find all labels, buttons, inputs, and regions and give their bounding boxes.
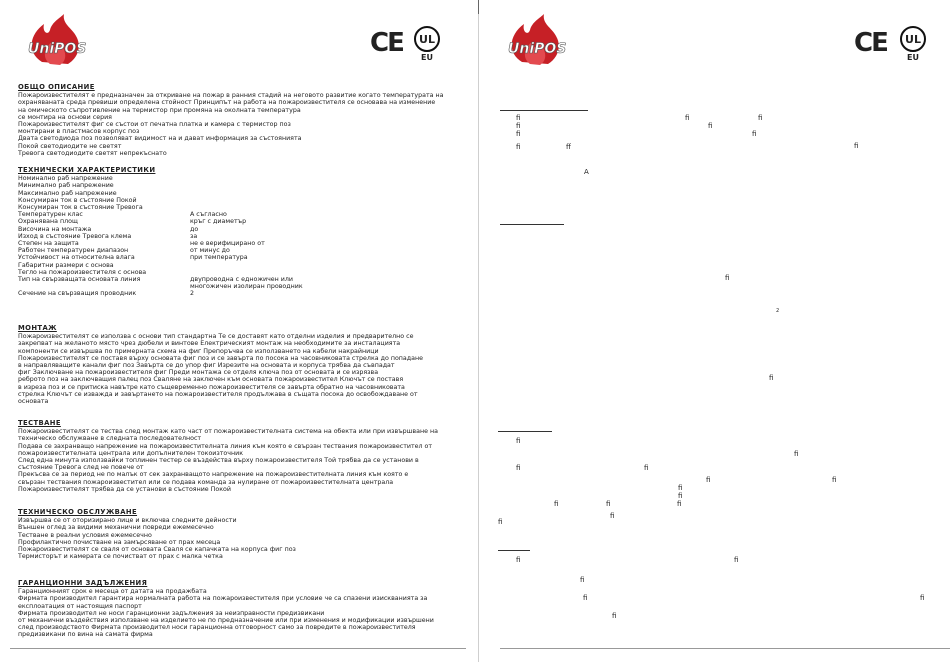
spec-value — [190, 262, 458, 269]
mounting-line: Пожароизвестителят се използва с основи тип стандартна Те се доставят като отделни изделия и предварително се — [18, 333, 414, 341]
maintenance-line: Извършва се от оторизирано лице и включва следните дейности — [18, 517, 237, 525]
spec-value: многожичен изолиран проводник — [190, 283, 303, 291]
spec-value — [190, 182, 458, 189]
mounting-line: основата — [18, 398, 49, 406]
maintenance-line: Тестване в реални условия ежемесечно — [18, 531, 152, 539]
ligature-fragment: fi — [516, 143, 521, 151]
spec-label: Номинално раб напрежение — [18, 175, 113, 183]
warranty-line: след производството Фирмата производител носи гаранционна отговорност само за повредите в пожароизвестителя — [18, 624, 416, 632]
spec-row — [18, 290, 458, 297]
ligature-fragment: fi — [554, 500, 559, 508]
spec-label: Габаритни размери с основа — [18, 261, 114, 269]
spec-value: двупроводна с едножичен или — [190, 276, 294, 284]
section-rule-4 — [498, 550, 530, 551]
general-description-line: Пожароизвестителят е предназначен за откриване на пожар в ранния стадий на неговото развитие когато температурата на — [18, 92, 444, 100]
ligature-fragment: fi — [794, 450, 799, 458]
technical-specs-section — [18, 167, 458, 298]
testing-line: свързан тествания пожароизвестител или се подава команда за нулиране от пожароизвестителната централа — [18, 478, 394, 486]
spec-row — [18, 254, 458, 261]
spec-label: Сечение на свързващия проводник — [18, 290, 137, 298]
mounting-line: в изреза поз и се притиска навътре като същевременно пожароизвестителя се завърта обратно на часовниковата — [18, 383, 405, 391]
spec-row — [18, 283, 458, 290]
ligature-fragment: fi — [708, 122, 713, 130]
spec-label: Тегло на пожароизвестителя с основа — [18, 268, 147, 276]
ligature-fragment: fi — [516, 122, 521, 130]
spec-value: не е верифицирано от — [190, 240, 265, 248]
mounting-title: МОНТАЖ — [18, 324, 57, 332]
spec-label: Минимално раб напрежение — [18, 182, 114, 190]
general-description-line: монтирани в пластмасов корпус поз — [18, 128, 140, 136]
ligature-fragment: fi — [516, 114, 521, 122]
general-description-section — [18, 84, 458, 157]
maintenance-line: Термисторът и камерата се почистват от прах с малка четка — [18, 553, 223, 561]
spec-label: Температурен клас — [18, 211, 83, 219]
ligature-fragment: fi — [580, 576, 585, 584]
fold-mark — [478, 0, 479, 14]
testing-line: Подава се захранващо напрежение на пожароизвестителната линия към която е свързан тествания пожароизвестител от — [18, 442, 433, 450]
spec-label: Височина на монтажа — [18, 225, 92, 233]
eu-label: EU — [421, 53, 433, 62]
ligature-fragment: ff — [566, 143, 571, 151]
mounting-line: стрелка Ключът се изважда и завъртането на пожароизвестителя продължава в същата посока до освобождаване от — [18, 390, 418, 398]
spec-value — [190, 175, 458, 182]
ligature-fragment: fi — [498, 518, 503, 526]
warranty-title: ГАРАНЦИОННИ ЗАДЪЛЖЕНИЯ — [18, 579, 148, 587]
section-rule-2 — [500, 224, 564, 225]
spec-row — [18, 226, 458, 233]
ligature-fragment: fi — [854, 142, 859, 150]
spec-value — [190, 190, 458, 197]
ligature-fragment: fi — [752, 130, 757, 138]
general-description-title: ОБЩО ОПИСАНИЕ — [18, 83, 95, 91]
testing-line: състояние Тревога след не повече от — [18, 464, 144, 472]
maintenance-line: Профилактично почистване на замърсяване от прах месеца — [18, 538, 221, 546]
footer-rule — [10, 648, 466, 649]
warranty-line: Фирмата производител гарантира нормалната работа на пожароизвестителя при условие че са спазени изискванията за — [18, 595, 428, 603]
general-description-line: охраняваната среда превиши определена стойност Принципът на работа на пожароизвестителя се основава на изменение — [18, 99, 436, 107]
ligature-fragment: fi — [644, 464, 649, 472]
warranty-line: от механични въздействия използване на изделието не по предназначение или при изменения и модификации извършени — [18, 617, 434, 625]
maintenance-line: Пожароизвестителят се сваля от основата Сваля се капачката на корпуса фиг поз — [18, 546, 296, 554]
testing-line: пожароизвестителната централа или допълнителен токоизточник — [18, 449, 244, 457]
spec-label: Изход в състояние Тревога клема — [18, 232, 132, 240]
spec-value — [190, 197, 458, 204]
spec-value: кръг с диаметър — [190, 218, 247, 226]
warranty-line: Фирмата производител не носи гаранционни задължения за неизправности предизвикани — [18, 609, 325, 617]
ligature-fragment: 2 — [776, 308, 780, 314]
warranty-line: предизвикани по вина на самата фирма — [18, 631, 153, 639]
general-description-line: се монтира на основи серия — [18, 113, 112, 121]
ligature-fragment: fi — [516, 437, 521, 445]
ligature-fragment: fi — [612, 612, 617, 620]
spec-label: Работен температурен диапазон — [18, 247, 129, 255]
page-divider — [478, 0, 479, 662]
warranty-line: Гаранционният срок е месеца от датата на продажбата — [18, 588, 207, 596]
eu-label: EU — [907, 53, 919, 62]
ligature-fragment: fi — [583, 594, 588, 602]
general-description-line: Покой светодиодите не светят — [18, 142, 122, 150]
brand-name: UniPOS — [28, 41, 87, 57]
general-description-line: на омическото съпротивление на термистор при промяна на околната температура — [18, 106, 301, 114]
spec-row — [18, 182, 458, 189]
spec-label: Тип на свързващата основата линия — [18, 276, 141, 284]
general-description-line: Пожароизвестителят фиг се състои от печатна платка и камера с термистор поз — [18, 121, 291, 129]
ul-mark: UL — [414, 26, 440, 52]
spec-value: за — [190, 232, 198, 240]
spec-label: Устойчивост на относителна влага — [18, 254, 135, 262]
spec-label: Максимално раб напрежение — [18, 189, 117, 197]
spec-value: 2 — [190, 290, 195, 298]
ligature-fragment: fi — [758, 114, 763, 122]
ligature-fragment: fi — [677, 500, 682, 508]
spec-value: от минус до — [190, 247, 230, 255]
unipos-logo — [20, 12, 90, 72]
spec-label: Консумиран ток в състояние Тревога — [18, 204, 143, 212]
spec-row — [18, 233, 458, 240]
spec-value: до — [190, 225, 199, 233]
spec-row — [18, 211, 458, 218]
testing-line: техническо обслужване в следната последователност — [18, 435, 202, 443]
ligature-fragment: fi — [678, 484, 683, 492]
spec-row — [18, 269, 458, 276]
maintenance-section — [18, 509, 458, 560]
mounting-line: компоненти се извършва по примерната схема на фиг Препоръчва се използването на кабели накрайници — [18, 347, 379, 355]
ligature-fragment: fi — [678, 492, 683, 500]
maintenance-line: Външен оглед за видими механични повреди ежемесечно — [18, 524, 214, 532]
ligature-fragment: fi — [516, 464, 521, 472]
ligature-fragment: A — [584, 168, 589, 176]
spec-value — [190, 204, 458, 211]
ligature-fragment: fi — [769, 374, 774, 382]
spec-row — [18, 197, 458, 204]
mounting-line: фиг Заключване на пожароизвестителя фиг Преди монтажа се отделя ключа поз от основата и се изрязва — [18, 369, 379, 377]
mounting-line: реброто поз на заключващия палец поз Сваляне на заключен към основата пожароизвестител Ключът се поставя — [18, 376, 404, 384]
ligature-fragment: fi — [832, 476, 837, 484]
unipos-logo — [500, 12, 570, 72]
mounting-line: закрепват на желаното място чрез дюбели и винтове Електрическият монтаж на необходимите за инсталацията — [18, 340, 401, 348]
warranty-section — [18, 580, 458, 639]
section-rule-1 — [500, 110, 588, 111]
maintenance-title: ТЕХНИЧЕСКО ОБСЛУЖВАНЕ — [18, 508, 138, 516]
spec-label — [18, 283, 190, 290]
testing-line: Пожароизвестителят се тества след монтаж като част от пожароизвестителната система на обекта или при извършване на — [18, 428, 438, 436]
ligature-fragment: fi — [516, 556, 521, 564]
general-description-line: Двата светодиода поз позволяват видимост на и дават информация за състоянията — [18, 135, 302, 143]
spec-row — [18, 190, 458, 197]
ligature-fragment: fi — [706, 476, 711, 484]
technical-specs-title: ТЕХНИЧЕСКИ ХАРАКТЕРИСТИКИ — [18, 166, 156, 174]
right-page — [480, 0, 950, 662]
spec-value: при температура — [190, 254, 248, 262]
ligature-fragment: fi — [606, 500, 611, 508]
warranty-line: експлоатация от настоящия паспорт — [18, 602, 142, 610]
mounting-line: в направляващите канали фиг поз Завърта се до упор фиг Изрезите на основата и корпуса трябва да съвпадат — [18, 362, 395, 370]
footer-rule — [500, 648, 950, 649]
spec-value: A съгласно — [190, 211, 227, 219]
ligature-fragment: fi — [920, 594, 925, 602]
mounting-line: Пожароизвестителят се поставя върху основата фиг поз и се завърта по посока на часовниковата стрелка до попадане — [18, 354, 423, 362]
spec-row — [18, 262, 458, 269]
testing-line: Пожароизвестителят трябва да се установи в състояние Покой — [18, 485, 232, 493]
ul-mark: UL — [900, 26, 926, 52]
ce-mark: CE — [370, 28, 403, 58]
testing-title: ТЕСТВАНЕ — [18, 419, 61, 427]
general-description-line: Тревога светодиодите светят непрекъснато — [18, 149, 167, 157]
spec-label: Консумиран ток в състояние Покой — [18, 196, 137, 204]
testing-line: След една минута използвайки топлинен тестер се въздейства върху пожароизвестителя Той трябва да се установи в — [18, 457, 419, 465]
ligature-fragment: fi — [610, 512, 615, 520]
spec-value — [190, 269, 458, 276]
ligature-fragment: fi — [725, 274, 730, 282]
spec-row — [18, 204, 458, 211]
spec-label: Охранявана площ — [18, 218, 78, 226]
ligature-fragment: fi — [734, 556, 739, 564]
ligature-fragment: fi — [516, 130, 521, 138]
ligature-fragment: fi — [685, 114, 690, 122]
testing-line: Прекъсва се за период не по малък от сек захранващото напрежение на пожароизвестителната линия към която е — [18, 471, 409, 479]
spec-row — [18, 218, 458, 225]
testing-section — [18, 420, 458, 493]
spec-label: Степен на защита — [18, 240, 79, 248]
section-rule-3 — [498, 431, 552, 432]
ce-mark: CE — [854, 28, 887, 58]
brand-name: UniPOS — [508, 41, 567, 57]
mounting-section — [18, 325, 458, 405]
spec-row — [18, 276, 458, 283]
